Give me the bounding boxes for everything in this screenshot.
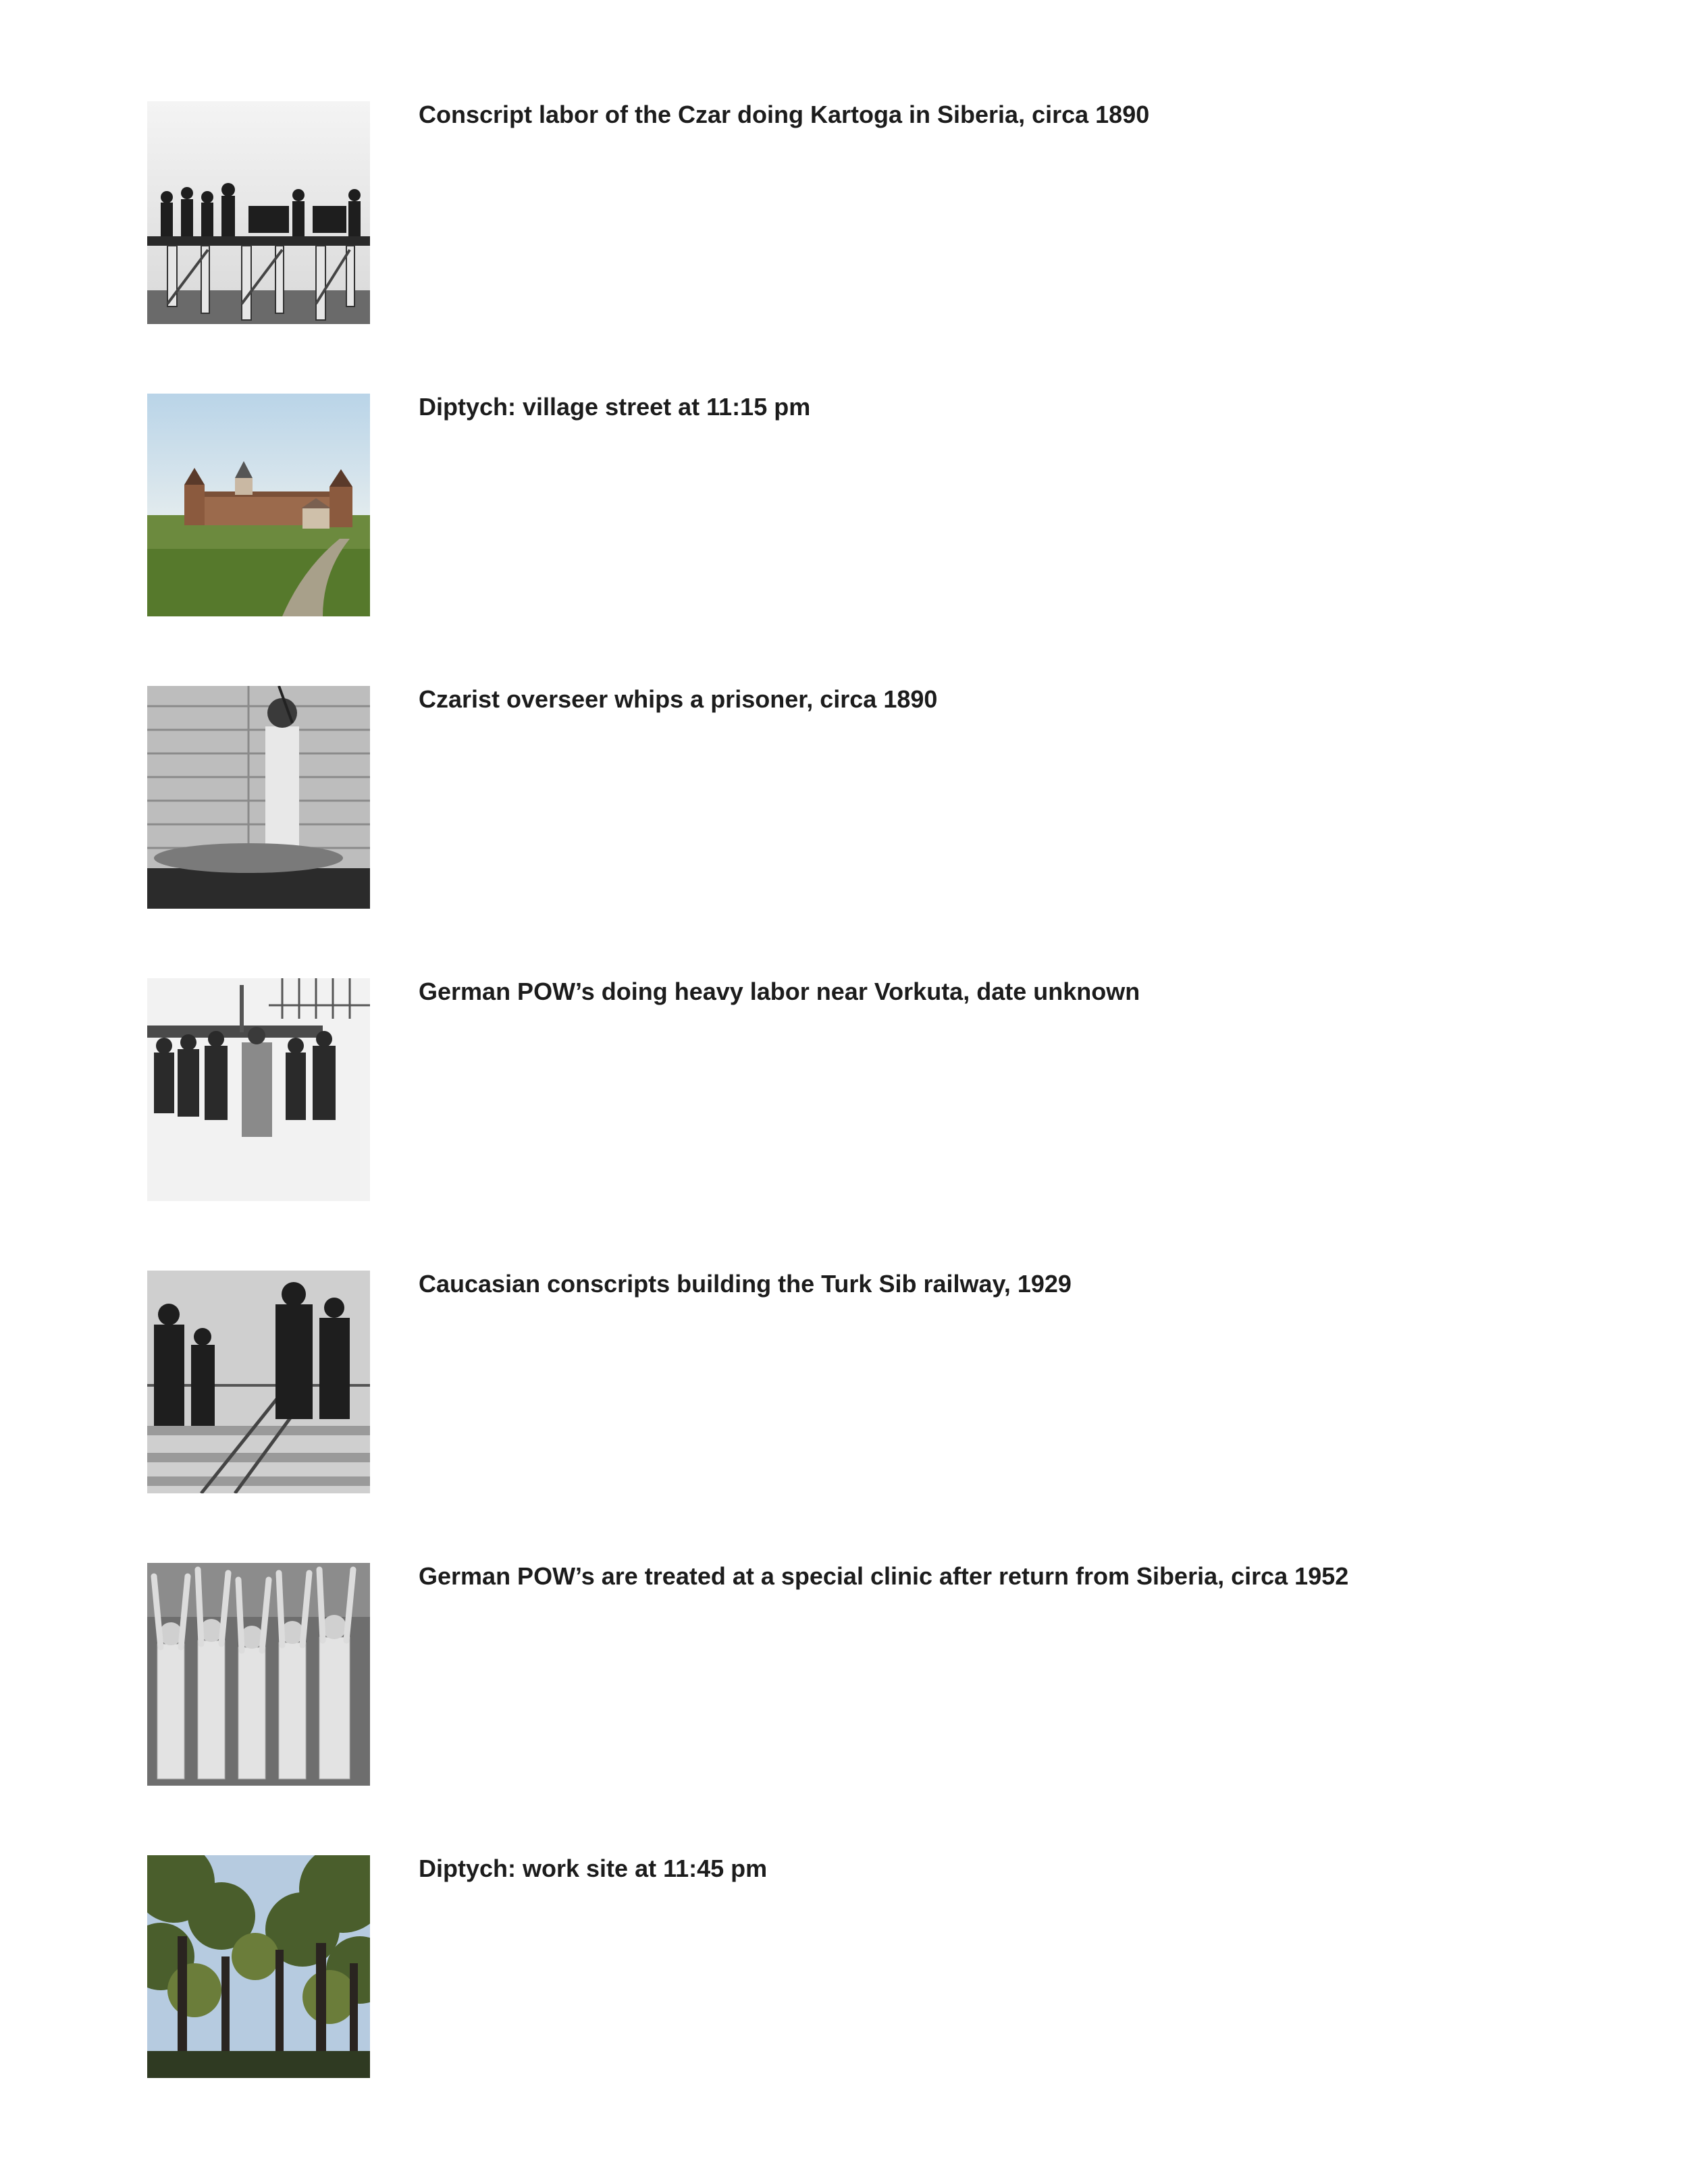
photo-work-site-trees bbox=[147, 1855, 370, 2078]
entry-caption: Conscript labor of the Czar doing Kartoga in Siberia, circa 1890 bbox=[419, 101, 1150, 128]
photo-pows-heavy-labor bbox=[147, 978, 370, 1201]
entry-caption: German POW’s doing heavy labor near Vorkuta, date unknown bbox=[419, 978, 1140, 1005]
entry-caption: Caucasian conscripts building the Turk Sib railway, 1929 bbox=[419, 1270, 1072, 1298]
photo-overseer-prisoner bbox=[147, 686, 370, 909]
entry-caption: Diptych: work site at 11:45 pm bbox=[419, 1855, 768, 1882]
photo-railway-conscripts bbox=[147, 1271, 370, 1493]
list-item bbox=[147, 686, 1565, 909]
list-item bbox=[147, 1271, 1565, 1493]
photo-pows-clinic bbox=[147, 1563, 370, 1786]
entry-caption: Czarist overseer whips a prisoner, circa 1890 bbox=[419, 685, 938, 713]
entry-caption: German POW’s are treated at a special clinic after return from Siberia, circa 1952 bbox=[419, 1562, 1349, 1590]
list-item bbox=[147, 394, 1565, 616]
list-item bbox=[147, 1563, 1565, 1786]
photo-workers-trestle bbox=[147, 101, 370, 324]
photo-monastery-fortress bbox=[147, 394, 370, 616]
list-item bbox=[147, 1855, 1565, 2078]
entry-caption: Diptych: village street at 11:15 pm bbox=[419, 393, 811, 421]
list-item bbox=[147, 978, 1565, 1201]
list-item bbox=[147, 101, 1565, 324]
